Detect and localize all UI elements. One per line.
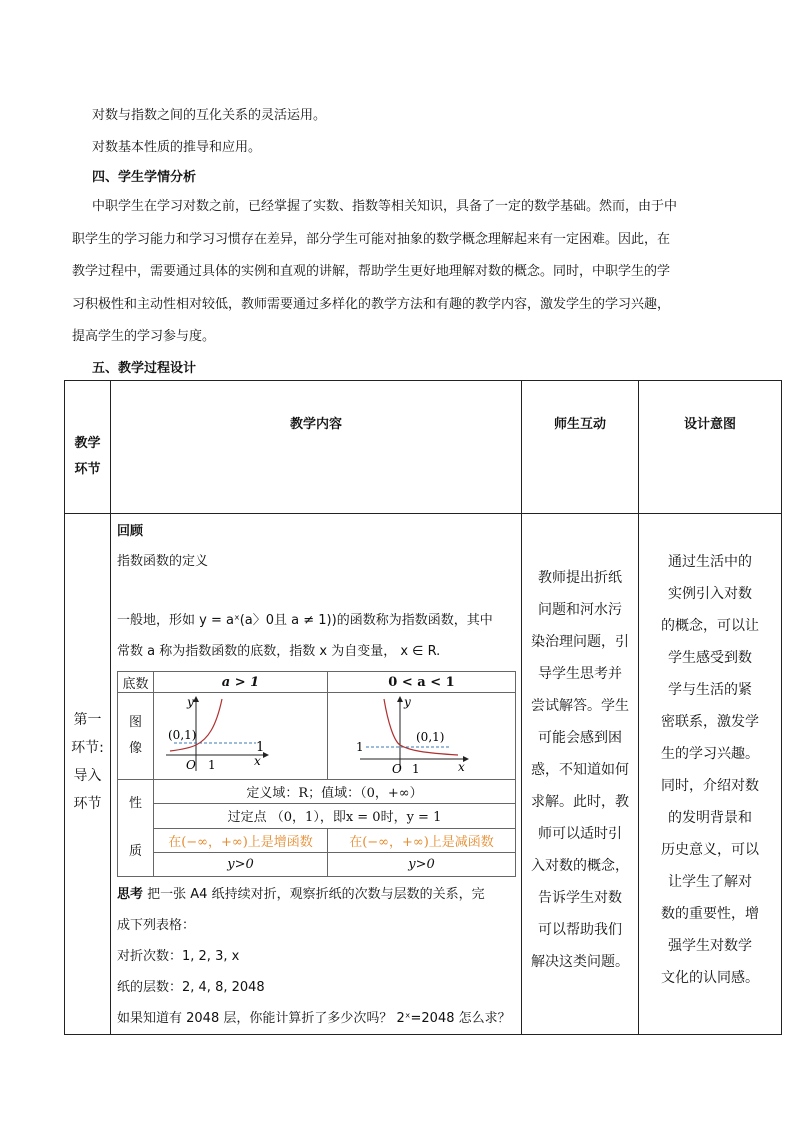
intent-line: 历史意义，可以 — [661, 842, 759, 858]
graph-label-2: 像 — [128, 741, 142, 756]
graph-x-one: 1 — [411, 762, 420, 775]
exp-function-table — [117, 671, 516, 877]
col-a-gt-1: a > 1 — [154, 672, 328, 693]
prop-label-1: 性 — [128, 796, 142, 811]
header-stage — [65, 381, 111, 514]
intent-line: 学与生活的紧 — [668, 682, 752, 698]
interaction-line: 可以帮助我们 — [538, 922, 622, 938]
interaction-text — [522, 562, 638, 978]
intent-line: 强学生对数学 — [668, 938, 752, 954]
interaction-line: 教师提出折纸 — [538, 570, 622, 586]
graph-increasing — [154, 693, 328, 780]
domain-range: 定义域：R；值域：（0，+∞） — [154, 780, 516, 804]
intent-line: 数的重要性，增 — [661, 906, 759, 922]
analysis-line: 中职学生在学习对数之前，已经掌握了实数、指数等相关知识，具备了一定的数学基础。然而，由于中 — [92, 199, 678, 214]
graph-label-1: 图 — [128, 715, 142, 730]
definition-line-2: 常数 a 称为指数函数的底数，指数 x 为自变量， x ∈ R. — [117, 644, 441, 659]
teaching-process-table — [64, 380, 782, 1035]
graph-y-label: y — [403, 695, 411, 709]
definition-line-1: 一般地，形如 y = aˣ(a〉0且 a ≠ 1))的函数称为指数函数，其中 — [117, 613, 493, 628]
interaction-line: 解决这类问题。 — [531, 954, 629, 970]
stage-line: 环节 — [73, 796, 102, 812]
review-label: 回顾 — [117, 524, 144, 539]
header-interaction — [522, 381, 639, 514]
graph-origin: O — [185, 758, 196, 772]
intent-line: 实例引入对数 — [668, 586, 752, 602]
intro-line-1: 对数与指数之间的互化关系的灵活运用。 — [92, 108, 327, 123]
positive-right: y>0 — [328, 852, 516, 876]
section-4-heading: 四、学生学情分析 — [92, 170, 197, 185]
intent-line: 文化的认同感。 — [661, 970, 759, 986]
row-label-base: 底数 — [118, 672, 154, 693]
interaction-line: 入对数的概念， — [531, 858, 629, 874]
graph-x-one: 1 — [207, 758, 216, 772]
header-intent — [639, 381, 782, 514]
positive-left: y>0 — [154, 852, 328, 876]
graph-origin: O — [391, 762, 402, 775]
section-5-heading: 五、教学过程设计 — [92, 361, 197, 376]
header-content — [111, 381, 522, 514]
graph-x-label: x — [253, 754, 261, 768]
row-label-prop — [118, 780, 154, 877]
interaction-line: 导学生思考并 — [538, 666, 622, 682]
interaction-line: 问题和河水污 — [538, 602, 622, 618]
decreasing-graph — [330, 693, 514, 775]
stage-cell — [65, 514, 111, 1035]
intent-line: 的发明背景和 — [668, 810, 752, 826]
think-text: 把一张 A4 纸持续对折，观察折纸的次数与层数的关系，完 — [143, 887, 485, 902]
interaction-line: 告诉学生对数 — [538, 890, 622, 906]
analysis-paragraph — [72, 191, 732, 354]
question-line: 如果知道有 2048 层，你能计算折了多少次吗？ 2ˣ=2048 怎么求？ — [117, 1011, 511, 1026]
graph-x-label: x — [457, 760, 465, 774]
intent-line: 同时，介绍对数 — [661, 778, 759, 794]
interaction-cell — [522, 514, 639, 1035]
stage-line: 环节: — [71, 740, 104, 756]
intent-line: 学生感受到数 — [668, 650, 752, 666]
interaction-line: 可能会感到困 — [538, 730, 622, 746]
graph-point-label: (0,1) — [415, 730, 444, 744]
analysis-line: 提高学生的学习参与度。 — [72, 329, 216, 344]
intent-line: 让学生了解对 — [668, 874, 752, 890]
intent-cell — [639, 514, 782, 1035]
header-content-text: 教学内容 — [289, 417, 342, 432]
graph-point-label: (0,1) — [167, 728, 196, 742]
col-a-lt-1: 0 < a < 1 — [328, 672, 516, 693]
think-label: 思考 — [117, 887, 144, 902]
paper-layers: 纸的层数：2, 4, 8, 2048 — [117, 980, 265, 995]
analysis-line: 职学生的学习能力和学习习惯存在差异，部分学生可能对抽象的数学概念理解起来有一定困难。因此，在 — [72, 231, 671, 247]
analysis-line: 习积极性和主动性相对较低，教师需要通过多样化的教学方法和有趣的教学内容，激发学生的学习兴趣， — [72, 296, 671, 312]
row-label-graph — [118, 693, 154, 780]
increasing-prop: 在(−∞，+∞)上是增函数 — [154, 828, 328, 852]
decreasing-prop: 在(−∞，+∞)上是减函数 — [328, 828, 516, 852]
prop-label-2: 质 — [128, 844, 142, 859]
intent-line: 的概念，可以让 — [661, 618, 759, 634]
think-line-2: 成下列表格： — [117, 918, 196, 933]
interaction-line: 师可以适时引 — [538, 826, 622, 842]
intent-line: 通过生活中的 — [668, 554, 752, 570]
graph-decreasing — [328, 693, 516, 780]
fold-times: 对折次数：1, 2, 3, x — [117, 949, 240, 964]
intent-line: 密联系，激发学 — [661, 714, 759, 730]
intent-text — [639, 546, 781, 994]
header-intent-text: 设计意图 — [683, 417, 736, 432]
interaction-line: 求解。此时，教 — [531, 794, 629, 810]
interaction-line: 惑，不知道如何 — [531, 762, 629, 778]
stage-line: 导入 — [73, 768, 102, 784]
header-stage-text: 教学环节 — [74, 436, 101, 477]
stage-line: 第一 — [73, 712, 102, 728]
intent-line: 生的学习兴趣。 — [661, 746, 759, 762]
interaction-line: 尝试解答。学生 — [531, 698, 629, 714]
content-cell — [111, 514, 522, 1035]
graph-y-one: 1 — [255, 740, 264, 755]
definition-title: 指数函数的定义 — [117, 554, 209, 569]
interaction-line: 染治理问题，引 — [531, 634, 629, 650]
think-line — [117, 879, 515, 910]
graph-y-one: 1 — [355, 740, 364, 754]
analysis-line: 教学过程中，需要通过具体的实例和直观的讲解，帮助学生更好地理解对数的概念。同时，中职学生的学 — [72, 264, 671, 279]
intro-line-2: 对数基本性质的推导和应用。 — [92, 140, 262, 155]
graph-y-label: y — [186, 695, 194, 709]
increasing-graph — [156, 693, 326, 775]
fixed-point: 过定点 （0，1），即x = 0时，y = 1 — [154, 804, 516, 828]
header-interaction-text: 师生互动 — [553, 417, 606, 432]
